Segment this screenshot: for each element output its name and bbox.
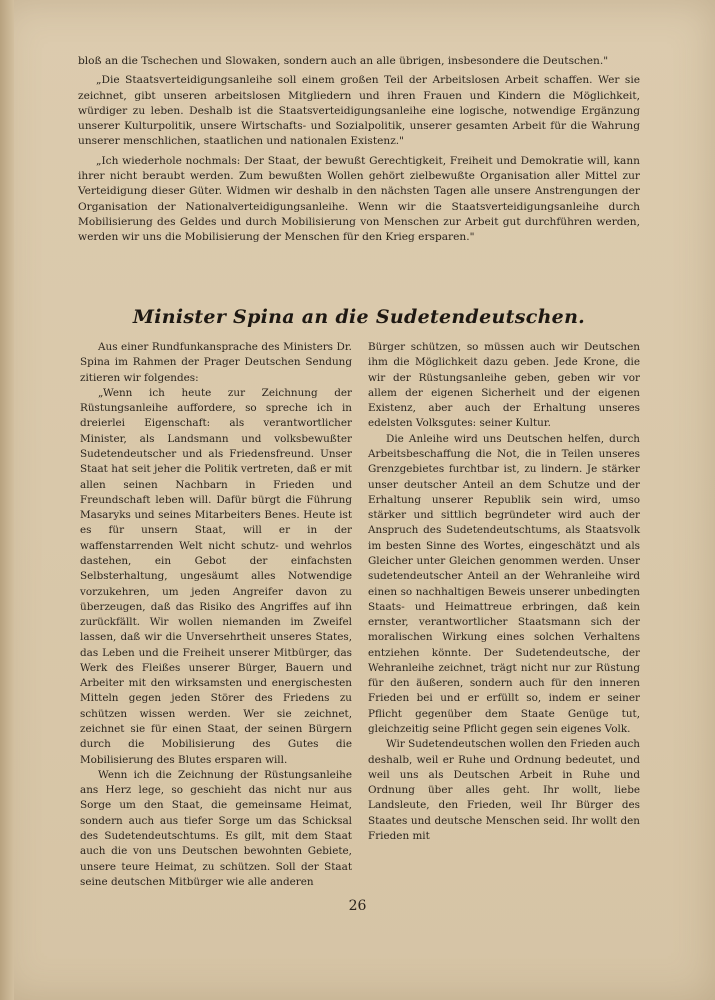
left-column xyxy=(80,340,352,890)
right-column xyxy=(368,340,640,844)
body-paragraph: Wenn ich die Zeichnung der Rüstungsanleihe ans Herz lege, so geschieht das nicht nur aus Sorge um den Staat, die gemeinsame Heimat, sondern auch aus tiefer Sorge um das Schicksal des Sudetendeutschtums. Es gilt, mit dem Staat auch die von uns Deutschen bewohnten Gebiete, unsere teure Heimat, zu schützen. Soll der Staat seine deutschen Mitbürger wie alle anderen xyxy=(80,768,352,888)
body-paragraph: Bürger schützen, so müssen auch wir Deutschen ihm die Möglichkeit dazu geben. Jede Krone, die wir der Rüstungsanleihe geben, geben wir vor allem der eigenen Sicherheit und der eigenen Existenz, aber auch der Erhaltung unseres edelsten Volksgutes: seiner Kultur. xyxy=(368,341,640,430)
top-paragraph: bloß an die Tschechen und Slowaken, sondern auch an alle übrigen, insbesondere die Deutschen." xyxy=(78,55,609,67)
body-paragraph: „Wenn ich heute zur Zeichnung der Rüstungsanleihe auffordere, so spreche ich in dreierlei Eigenschaft: als verantwortlicher Minister, als Landsmann und volksbewußter Sudetendeutscher und als Friedensfreund. Unser Staat hat seit jeher die Politik vertreten, daß er mit allen seinen Nachbarn in Frieden und Freundschaft leben will. Dafür bürgt die Führung Masaryks und seines Mitarbeiters Benes. Heute ist es für unsern Staat, will er in der waffenstarrenden Welt nicht schutz- und wehrlos dastehen, ein Gebot der einfachsten Selbsterhaltung, ungesäumt alles Notwendige vorzukehren, um jeden Angreifer davon zu überzeugen, daß das Risiko des Angriffes auf ihn zurückfällt. Wir wollen niemanden im Zweifel lassen, daß wir die Unversehrtheit unseres States, das Leben und die Freiheit unserer Mitbürger, das Werk des Fleißes unserer Bürger, Bauern und Arbeiter mit den wirksamsten und energischesten Mitteln gegen jeden Störer des Friedens zu schützen wissen werden. Wer sie zeichnet, zeichnet sie für einen Staat, der seinen Bürgern durch die Mobilisierung des Gutes die Mobilisierung des Blutes ersparen will. xyxy=(80,386,352,766)
top-paragraph: „Ich wiederhole nochmals: Der Staat, der bewußt Gerechtigkeit, Freiheit und Demokratie will, kann ihrer nicht beraubt werden. Zum bewußten Wollen gehört zielbewußte Organisation aller Mittel zur Verteidigung dieser Güter. Widmen wir deshalb in den nächsten Tagen alle unsere Anstrengungen der Organisation der Nationalverteidigungsanleihe. Wenn wir die Staatsverteidigungsanleihe durch Mobilisierung des Geldes und durch Mobilisierung von Menschen zur Arbeit gut durchführen werden, werden wir uns die Mobilisierung der Menschen für den Krieg ersparen." xyxy=(78,154,640,244)
top-paragraph: „Die Staatsverteidigungsanleihe soll einem großen Teil der Arbeitslosen Arbeit schaffen. Wer sie zeichnet, gibt unseren arbeitslosen Mitgliedern und ihren Frauen und Kindern die Möglichkeit, würdiger zu leben. Deshalb ist die Staatsverteidigungsanleihe eine logische, notwendige Ergänzung unserer Kulturpolitik, unsere Wirtschafts- und Sozialpolitik, unserer gesamten Arbeit für die Wahrung unserer menschlichen, staatlichen und nationalen Existenz." xyxy=(78,74,640,148)
top-quote-block xyxy=(78,54,640,250)
page-binding-edge xyxy=(0,0,14,1000)
body-paragraph: Wir Sudetendeutschen wollen den Frieden auch deshalb, weil er Ruhe und Ordnung bedeutet, und weil uns als Deutschen Arbeit in Ruhe und Ordnung über alles geht. Ihr wollt, liebe Landsleute, den Frieden, weil Ihr Bürger des Staates und deutsche Menschen seid. Ihr wollt den Frieden mit xyxy=(368,738,640,842)
body-paragraph: Aus einer Rundfunkansprache des Ministers Dr. Spina im Rahmen der Prager Deutschen Sendung zitieren wir folgendes: xyxy=(80,341,352,384)
page-number: 26 xyxy=(348,898,367,914)
body-paragraph: Die Anleihe wird uns Deutschen helfen, durch Arbeitsbeschaffung die Not, die in Teilen unseres Grenzgebietes furchtbar ist, zu lindern. Je stärker unser deutscher Anteil an dem Schutze und der Erhaltung unserer Republik sein wird, umso stärker und sittlich begründeter wird auch der Anspruch des Sudetendeutschtums, als Staatsvolk im besten Sinne des Wortes, eingeschätzt und als Gleicher unter Gleichen genommen werden. Unser sudetendeutscher Anteil an der Wehranleihe wird einen so nachhaltigen Beweis unserer unbedingten Staats- und Heimattreue erbringen, daß kein ernster, verantwortlicher Staatsmann sich der moralischen Wirkung eines solchen Verhaltens entziehen könnte. Der Sudetendeutsche, der Wehranleihe zeichnet, trägt nicht nur zur Rüstung für den äußeren, sondern auch für den inneren Frieden bei und er erfüllt so, indem er seiner Pflicht gegenüber dem Staate Genüge tut, gleichzeitig seine Pflicht gegen sein eigenes Volk. xyxy=(368,432,640,736)
article-headline: Minister Spina an die Sudetendeutschen. xyxy=(132,306,586,328)
